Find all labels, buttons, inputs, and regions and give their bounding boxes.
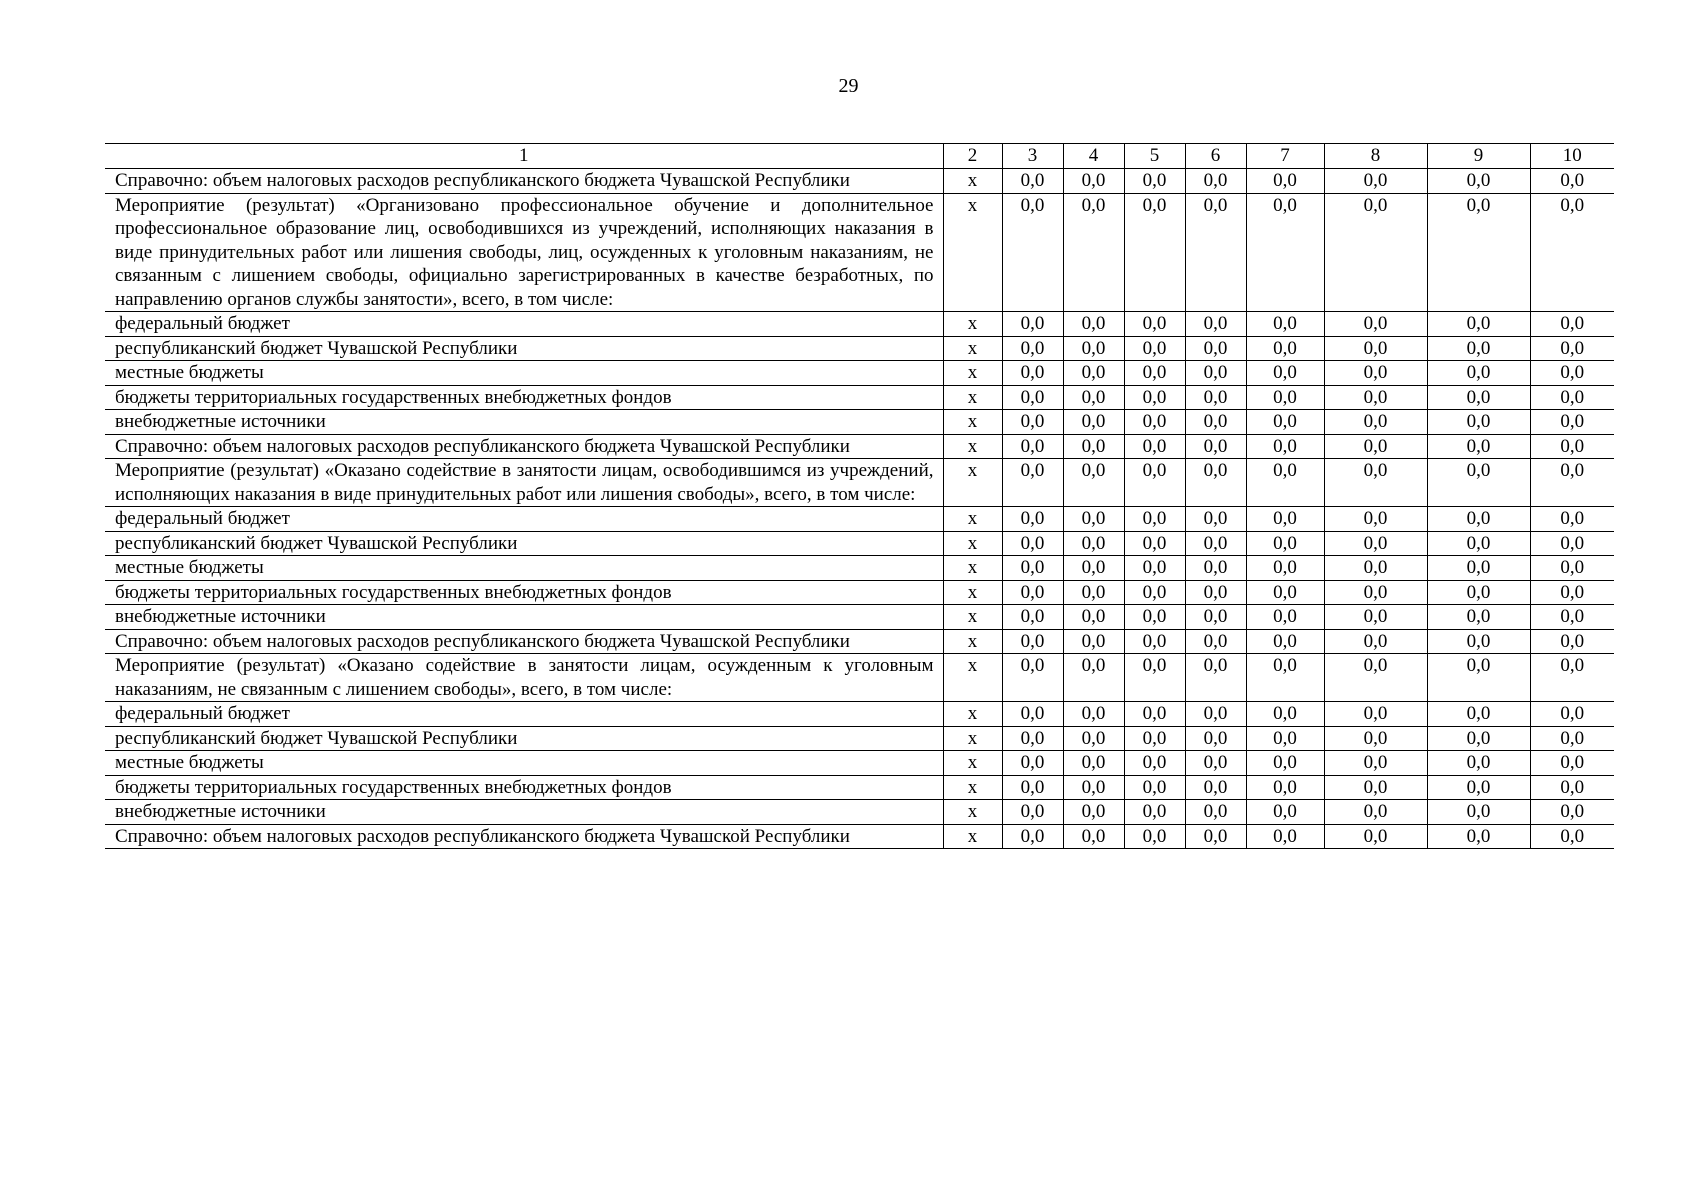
cell-value: 0,0 <box>1185 459 1246 507</box>
cell-value: 0,0 <box>1063 312 1124 337</box>
cell-value: 0,0 <box>1063 580 1124 605</box>
cell-value: 0,0 <box>1530 361 1614 386</box>
budget-table <box>105 143 1614 849</box>
cell-value: 0,0 <box>1124 580 1185 605</box>
cell-value: 0,0 <box>1427 824 1530 849</box>
cell-value: 0,0 <box>1427 312 1530 337</box>
cell-value: 0,0 <box>1530 824 1614 849</box>
cell-value: 0,0 <box>1124 459 1185 507</box>
cell-value: 0,0 <box>1324 800 1427 825</box>
row-col2: х <box>943 434 1002 459</box>
cell-value: 0,0 <box>1530 580 1614 605</box>
cell-value: 0,0 <box>1427 556 1530 581</box>
cell-value: 0,0 <box>1324 654 1427 702</box>
cell-value: 0,0 <box>1427 410 1530 435</box>
cell-value: 0,0 <box>1246 751 1324 776</box>
cell-value: 0,0 <box>1002 169 1063 194</box>
column-header: 7 <box>1246 144 1324 169</box>
cell-value: 0,0 <box>1185 702 1246 727</box>
cell-value: 0,0 <box>1002 556 1063 581</box>
cell-value: 0,0 <box>1063 507 1124 532</box>
row-col2: х <box>943 702 1002 727</box>
cell-value: 0,0 <box>1002 507 1063 532</box>
cell-value: 0,0 <box>1124 556 1185 581</box>
cell-value: 0,0 <box>1124 312 1185 337</box>
table-row <box>105 410 1614 435</box>
row-label: местные бюджеты <box>105 556 943 581</box>
cell-value: 0,0 <box>1530 629 1614 654</box>
cell-value: 0,0 <box>1324 726 1427 751</box>
cell-value: 0,0 <box>1246 556 1324 581</box>
row-label: республиканский бюджет Чувашской Республики <box>105 531 943 556</box>
cell-value: 0,0 <box>1427 434 1530 459</box>
cell-value: 0,0 <box>1185 336 1246 361</box>
cell-value: 0,0 <box>1002 410 1063 435</box>
table-row <box>105 556 1614 581</box>
row-label: внебюджетные источники <box>105 800 943 825</box>
row-label: бюджеты территориальных государственных внебюджетных фондов <box>105 580 943 605</box>
column-header: 9 <box>1427 144 1530 169</box>
table-row <box>105 336 1614 361</box>
cell-value: 0,0 <box>1324 824 1427 849</box>
cell-value: 0,0 <box>1185 312 1246 337</box>
cell-value: 0,0 <box>1246 654 1324 702</box>
column-header: 5 <box>1124 144 1185 169</box>
cell-value: 0,0 <box>1246 193 1324 312</box>
cell-value: 0,0 <box>1324 410 1427 435</box>
cell-value: 0,0 <box>1185 531 1246 556</box>
table-row <box>105 580 1614 605</box>
page-number: 29 <box>838 75 859 97</box>
cell-value: 0,0 <box>1530 605 1614 630</box>
column-header: 6 <box>1185 144 1246 169</box>
cell-value: 0,0 <box>1063 800 1124 825</box>
cell-value: 0,0 <box>1002 434 1063 459</box>
cell-value: 0,0 <box>1427 654 1530 702</box>
cell-value: 0,0 <box>1185 580 1246 605</box>
cell-value: 0,0 <box>1002 336 1063 361</box>
cell-value: 0,0 <box>1124 629 1185 654</box>
table-row <box>105 361 1614 386</box>
row-label: Справочно: объем налоговых расходов республиканского бюджета Чувашской Республики <box>105 169 943 194</box>
cell-value: 0,0 <box>1246 336 1324 361</box>
row-col2: х <box>943 312 1002 337</box>
cell-value: 0,0 <box>1427 629 1530 654</box>
cell-value: 0,0 <box>1185 556 1246 581</box>
cell-value: 0,0 <box>1530 556 1614 581</box>
cell-value: 0,0 <box>1002 702 1063 727</box>
cell-value: 0,0 <box>1185 751 1246 776</box>
cell-value: 0,0 <box>1427 726 1530 751</box>
cell-value: 0,0 <box>1324 751 1427 776</box>
cell-value: 0,0 <box>1185 169 1246 194</box>
cell-value: 0,0 <box>1530 702 1614 727</box>
cell-value: 0,0 <box>1324 629 1427 654</box>
cell-value: 0,0 <box>1427 702 1530 727</box>
cell-value: 0,0 <box>1124 702 1185 727</box>
cell-value: 0,0 <box>1324 556 1427 581</box>
column-header: 4 <box>1063 144 1124 169</box>
cell-value: 0,0 <box>1063 726 1124 751</box>
cell-value: 0,0 <box>1324 531 1427 556</box>
cell-value: 0,0 <box>1124 800 1185 825</box>
table-row <box>105 507 1614 532</box>
cell-value: 0,0 <box>1185 726 1246 751</box>
row-label: федеральный бюджет <box>105 507 943 532</box>
column-header: 2 <box>943 144 1002 169</box>
cell-value: 0,0 <box>1427 507 1530 532</box>
cell-value: 0,0 <box>1246 531 1324 556</box>
row-col2: х <box>943 193 1002 312</box>
cell-value: 0,0 <box>1185 434 1246 459</box>
cell-value: 0,0 <box>1002 361 1063 386</box>
table-row <box>105 169 1614 194</box>
cell-value: 0,0 <box>1002 385 1063 410</box>
row-col2: х <box>943 507 1002 532</box>
table-row <box>105 605 1614 630</box>
column-header: 1 <box>105 144 943 169</box>
cell-value: 0,0 <box>1246 629 1324 654</box>
cell-value: 0,0 <box>1063 556 1124 581</box>
cell-value: 0,0 <box>1185 654 1246 702</box>
cell-value: 0,0 <box>1002 800 1063 825</box>
cell-value: 0,0 <box>1246 726 1324 751</box>
row-label: внебюджетные источники <box>105 605 943 630</box>
cell-value: 0,0 <box>1530 726 1614 751</box>
cell-value: 0,0 <box>1124 169 1185 194</box>
cell-value: 0,0 <box>1427 605 1530 630</box>
table-row <box>105 800 1614 825</box>
cell-value: 0,0 <box>1427 336 1530 361</box>
cell-value: 0,0 <box>1124 531 1185 556</box>
row-label: Мероприятие (результат) «Организовано профессиональное обучение и дополнительное профессиональное образование лиц, освободившихся из учреждений, исполняющих наказания в виде принудительных работ или лишения свободы, лиц, осужденных к уголовным наказаниям, не связанным с лишением свободы, официально зарегистрированных в качестве безработных, по направлению органов службы занятости», всего, в том числе: <box>105 193 943 312</box>
cell-value: 0,0 <box>1002 824 1063 849</box>
cell-value: 0,0 <box>1185 605 1246 630</box>
cell-value: 0,0 <box>1427 385 1530 410</box>
cell-value: 0,0 <box>1427 580 1530 605</box>
cell-value: 0,0 <box>1246 459 1324 507</box>
cell-value: 0,0 <box>1185 775 1246 800</box>
row-col2: х <box>943 629 1002 654</box>
cell-value: 0,0 <box>1246 605 1324 630</box>
cell-value: 0,0 <box>1324 434 1427 459</box>
row-label: местные бюджеты <box>105 361 943 386</box>
row-col2: х <box>943 361 1002 386</box>
cell-value: 0,0 <box>1324 312 1427 337</box>
cell-value: 0,0 <box>1063 459 1124 507</box>
row-col2: х <box>943 654 1002 702</box>
cell-value: 0,0 <box>1185 193 1246 312</box>
column-header: 8 <box>1324 144 1427 169</box>
row-col2: х <box>943 605 1002 630</box>
cell-value: 0,0 <box>1530 434 1614 459</box>
cell-value: 0,0 <box>1246 385 1324 410</box>
cell-value: 0,0 <box>1246 580 1324 605</box>
cell-value: 0,0 <box>1246 434 1324 459</box>
row-col2: х <box>943 336 1002 361</box>
cell-value: 0,0 <box>1324 775 1427 800</box>
cell-value: 0,0 <box>1246 507 1324 532</box>
row-col2: х <box>943 726 1002 751</box>
cell-value: 0,0 <box>1124 434 1185 459</box>
row-label: республиканский бюджет Чувашской Республики <box>105 336 943 361</box>
cell-value: 0,0 <box>1530 775 1614 800</box>
cell-value: 0,0 <box>1324 702 1427 727</box>
table-row <box>105 702 1614 727</box>
table-row <box>105 312 1614 337</box>
cell-value: 0,0 <box>1530 336 1614 361</box>
cell-value: 0,0 <box>1324 361 1427 386</box>
cell-value: 0,0 <box>1002 775 1063 800</box>
cell-value: 0,0 <box>1185 410 1246 435</box>
row-col2: х <box>943 775 1002 800</box>
cell-value: 0,0 <box>1002 654 1063 702</box>
cell-value: 0,0 <box>1063 775 1124 800</box>
row-label: бюджеты территориальных государственных внебюджетных фондов <box>105 775 943 800</box>
cell-value: 0,0 <box>1002 580 1063 605</box>
cell-value: 0,0 <box>1124 726 1185 751</box>
cell-value: 0,0 <box>1246 800 1324 825</box>
row-col2: х <box>943 580 1002 605</box>
cell-value: 0,0 <box>1530 751 1614 776</box>
row-label: местные бюджеты <box>105 751 943 776</box>
row-label: внебюджетные источники <box>105 410 943 435</box>
row-label: Справочно: объем налоговых расходов республиканского бюджета Чувашской Республики <box>105 629 943 654</box>
cell-value: 0,0 <box>1246 169 1324 194</box>
cell-value: 0,0 <box>1324 385 1427 410</box>
cell-value: 0,0 <box>1063 605 1124 630</box>
table-row <box>105 824 1614 849</box>
cell-value: 0,0 <box>1063 434 1124 459</box>
cell-value: 0,0 <box>1124 824 1185 849</box>
table-row <box>105 531 1614 556</box>
table-row <box>105 654 1614 702</box>
cell-value: 0,0 <box>1185 361 1246 386</box>
cell-value: 0,0 <box>1324 169 1427 194</box>
cell-value: 0,0 <box>1124 336 1185 361</box>
cell-value: 0,0 <box>1124 654 1185 702</box>
row-col2: х <box>943 751 1002 776</box>
cell-value: 0,0 <box>1530 654 1614 702</box>
cell-value: 0,0 <box>1063 824 1124 849</box>
cell-value: 0,0 <box>1185 507 1246 532</box>
row-label: Мероприятие (результат) «Оказано содействие в занятости лицам, освободившимся из учреждений, исполняющих наказания в виде принудительных работ или лишения свободы», всего, в том числе: <box>105 459 943 507</box>
cell-value: 0,0 <box>1063 336 1124 361</box>
cell-value: 0,0 <box>1124 507 1185 532</box>
row-col2: х <box>943 531 1002 556</box>
cell-value: 0,0 <box>1324 459 1427 507</box>
cell-value: 0,0 <box>1530 193 1614 312</box>
column-header: 3 <box>1002 144 1063 169</box>
cell-value: 0,0 <box>1427 531 1530 556</box>
cell-value: 0,0 <box>1002 751 1063 776</box>
cell-value: 0,0 <box>1324 580 1427 605</box>
cell-value: 0,0 <box>1427 800 1530 825</box>
cell-value: 0,0 <box>1324 193 1427 312</box>
table-row <box>105 775 1614 800</box>
cell-value: 0,0 <box>1246 824 1324 849</box>
cell-value: 0,0 <box>1427 169 1530 194</box>
row-col2: х <box>943 385 1002 410</box>
cell-value: 0,0 <box>1124 605 1185 630</box>
table-row <box>105 385 1614 410</box>
table-row <box>105 751 1614 776</box>
row-col2: х <box>943 459 1002 507</box>
cell-value: 0,0 <box>1002 726 1063 751</box>
cell-value: 0,0 <box>1063 751 1124 776</box>
cell-value: 0,0 <box>1246 312 1324 337</box>
cell-value: 0,0 <box>1124 751 1185 776</box>
row-label: Справочно: объем налоговых расходов республиканского бюджета Чувашской Республики <box>105 434 943 459</box>
cell-value: 0,0 <box>1185 385 1246 410</box>
cell-value: 0,0 <box>1246 361 1324 386</box>
cell-value: 0,0 <box>1530 800 1614 825</box>
cell-value: 0,0 <box>1002 312 1063 337</box>
cell-value: 0,0 <box>1530 169 1614 194</box>
column-header: 10 <box>1530 144 1614 169</box>
cell-value: 0,0 <box>1063 410 1124 435</box>
cell-value: 0,0 <box>1063 531 1124 556</box>
cell-value: 0,0 <box>1324 605 1427 630</box>
cell-value: 0,0 <box>1124 193 1185 312</box>
cell-value: 0,0 <box>1063 629 1124 654</box>
row-label: Справочно: объем налоговых расходов республиканского бюджета Чувашской Республики <box>105 824 943 849</box>
cell-value: 0,0 <box>1427 361 1530 386</box>
cell-value: 0,0 <box>1063 385 1124 410</box>
cell-value: 0,0 <box>1124 361 1185 386</box>
cell-value: 0,0 <box>1246 702 1324 727</box>
row-label: республиканский бюджет Чувашской Республики <box>105 726 943 751</box>
cell-value: 0,0 <box>1530 459 1614 507</box>
cell-value: 0,0 <box>1427 775 1530 800</box>
row-col2: х <box>943 556 1002 581</box>
row-label: федеральный бюджет <box>105 312 943 337</box>
row-col2: х <box>943 824 1002 849</box>
cell-value: 0,0 <box>1324 336 1427 361</box>
table-row <box>105 434 1614 459</box>
cell-value: 0,0 <box>1530 312 1614 337</box>
cell-value: 0,0 <box>1246 775 1324 800</box>
row-label: федеральный бюджет <box>105 702 943 727</box>
table-header-row <box>105 144 1614 169</box>
row-label: бюджеты территориальных государственных внебюджетных фондов <box>105 385 943 410</box>
cell-value: 0,0 <box>1063 702 1124 727</box>
cell-value: 0,0 <box>1124 775 1185 800</box>
cell-value: 0,0 <box>1185 824 1246 849</box>
cell-value: 0,0 <box>1530 410 1614 435</box>
row-col2: х <box>943 410 1002 435</box>
table-row <box>105 193 1614 312</box>
row-col2: х <box>943 169 1002 194</box>
cell-value: 0,0 <box>1530 531 1614 556</box>
row-label: Мероприятие (результат) «Оказано содействие в занятости лицам, осужденным к уголовным наказаниям, не связанным с лишением свободы», всего, в том числе: <box>105 654 943 702</box>
table-row <box>105 459 1614 507</box>
cell-value: 0,0 <box>1246 410 1324 435</box>
row-col2: х <box>943 800 1002 825</box>
cell-value: 0,0 <box>1063 361 1124 386</box>
cell-value: 0,0 <box>1185 800 1246 825</box>
table-row <box>105 726 1614 751</box>
cell-value: 0,0 <box>1002 459 1063 507</box>
cell-value: 0,0 <box>1530 507 1614 532</box>
cell-value: 0,0 <box>1002 531 1063 556</box>
table-body <box>105 169 1614 849</box>
cell-value: 0,0 <box>1324 507 1427 532</box>
cell-value: 0,0 <box>1002 605 1063 630</box>
cell-value: 0,0 <box>1063 654 1124 702</box>
cell-value: 0,0 <box>1530 385 1614 410</box>
cell-value: 0,0 <box>1002 629 1063 654</box>
cell-value: 0,0 <box>1427 751 1530 776</box>
cell-value: 0,0 <box>1124 385 1185 410</box>
cell-value: 0,0 <box>1185 629 1246 654</box>
cell-value: 0,0 <box>1427 459 1530 507</box>
cell-value: 0,0 <box>1063 169 1124 194</box>
cell-value: 0,0 <box>1427 193 1530 312</box>
cell-value: 0,0 <box>1002 193 1063 312</box>
table-row <box>105 629 1614 654</box>
cell-value: 0,0 <box>1124 410 1185 435</box>
cell-value: 0,0 <box>1063 193 1124 312</box>
